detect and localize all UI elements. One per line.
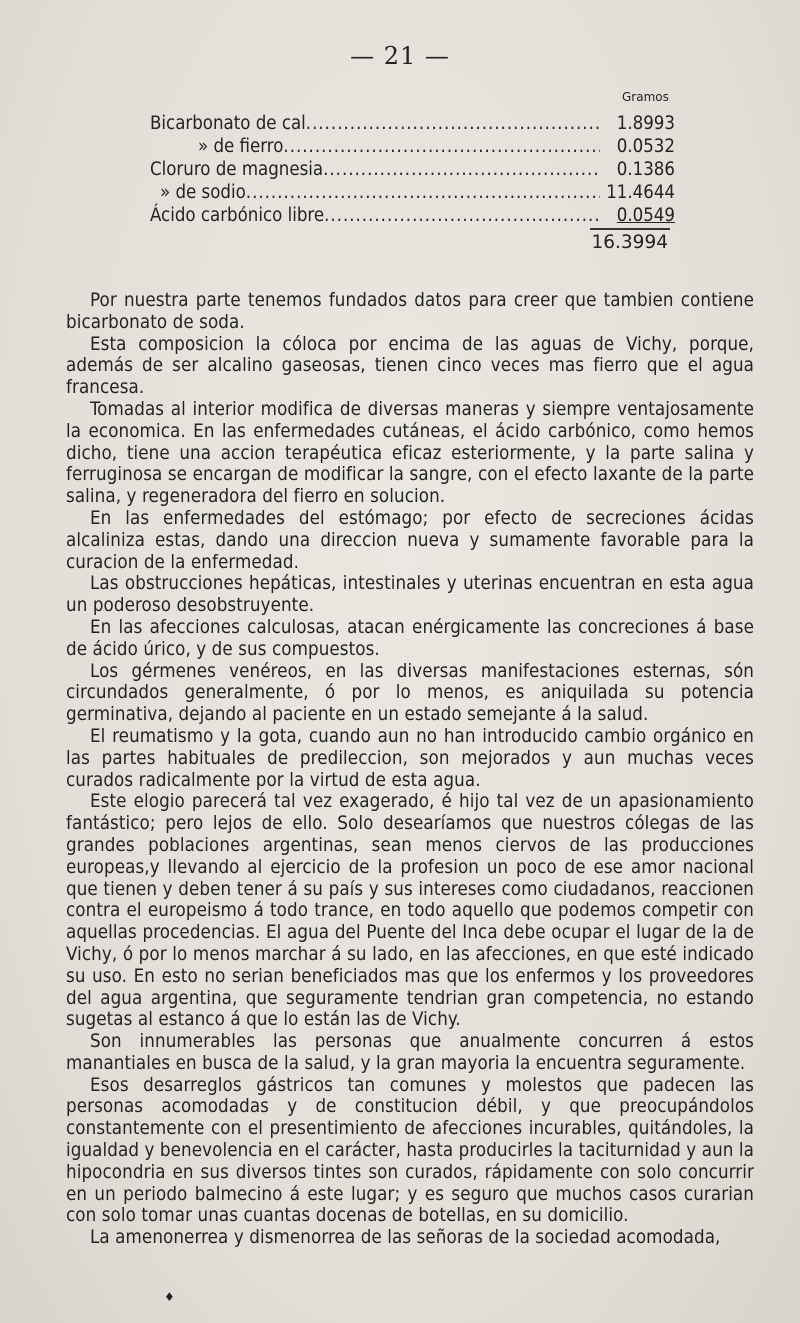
table-row: [150, 135, 675, 158]
leader-dots: [246, 181, 600, 204]
row-label: Cloruro de magnesia: [150, 159, 324, 180]
row-value: 11.4644: [606, 182, 675, 203]
total-value: 16.3994: [591, 232, 668, 253]
table-row: [150, 112, 675, 135]
footer-mark: ♦: [164, 1290, 175, 1304]
row-value: 1.8993: [616, 113, 675, 134]
composition-table: [150, 112, 675, 227]
table-row: [150, 181, 675, 204]
paragraph: En las afecciones calculosas, atacan enérgicamente las concreciones á base de ácido úrico, y de sus compuestos.: [66, 616, 754, 660]
paragraph: El reumatismo y la gota, cuando aun no han introducido cambio orgánico en las partes habituales de predileccion, son mejorados y aun muchas veces curados radicalmente por la virtud de esta agua.: [66, 725, 754, 791]
paragraph: Los gérmenes venéreos, en las diversas manifestaciones esternas, són circundados generalmente, ó por lo menos, es aniquilada su potencia germinativa, dejando al paciente en un estado semejante á la salud.: [66, 660, 754, 726]
table-row: [150, 204, 675, 227]
leader-dots: [324, 204, 600, 227]
table-row: [150, 158, 675, 181]
row-label: » de fierro: [198, 136, 284, 157]
paragraph: Esta composicion la cóloca por encima de las aguas de Vichy, porque, además de ser alcalino gaseosas, tienen cinco veces mas fierro que el agua francesa.: [66, 333, 754, 399]
paragraph: Este elogio parecerá tal vez exagerado, é hijo tal vez de un apasionamiento fantástico; pero lejos de ello. Solo desearíamos que nuestros cólegas de las grandes poblaciones argentinas, sean menos ciervos de las producciones europeas,y llevando al ejercicio de la profesion un poco de ese amor nacional que tienen y deben tener á su país y sus intereses como ciudadanos, reaccionen contra el europeismo á todo trance, en todo aquello que podemos competir con aquellas procedencias. El agua del Puente del Inca debe ocupar el lugar de la de Vichy, ó por lo menos marchar á su lado, en las afecciones, en que esté indicado su uso. En esto no serian beneficiados mas que los enfermos y los proveedores del agua argentina, que seguramente tendrian gran competencia, no estando sugetas al estanco á que lo están las de Vichy.: [66, 791, 754, 1031]
unit-header: Gramos: [622, 90, 669, 104]
row-label: Ácido carbónico libre: [150, 205, 325, 226]
paragraph: Por nuestra parte tenemos fundados datos para creer que tambien contiene bicarbonato de soda.: [66, 290, 754, 333]
leader-dots: [306, 112, 600, 135]
leader-dots: [323, 158, 600, 181]
row-value: 0.0549: [616, 205, 675, 226]
row-value: 0.1386: [616, 159, 675, 180]
paragraph: Esos desarreglos gástricos tan comunes y molestos que padecen las personas acomodadas y de constitucion débil, y que preocupándolos constantemente con el presentimiento de afecciones incurables, quitándoles, la igualdad y benevolencia en el carácter, hasta producirles la taciturnidad y aun la hipocondria en sus diversos tintes son curados, rápidamente con solo concurrir en un periodo balmecino á este lugar; y es seguro que muchos casos curarian con solo tomar unas cuantas docenas de botellas, en su domicilio.: [66, 1074, 754, 1227]
row-label: » de sodio: [160, 182, 246, 203]
paragraph: Las obstrucciones hepáticas, intestinales y uterinas encuentran en esta agua un poderoso desobstruyente.: [66, 573, 754, 617]
paragraph: Tomadas al interior modifica de diversas maneras y siempre ventajosamente la economica. En las enfermedades cutáneas, el ácido carbónico, como hemos dicho, tiene una accion terapéutica eficaz esteriormente, y la parte salina y ferruginosa se encargan de modificar la sangre, con el efecto laxante de la parte salina, y regeneradora del fierro en solucion.: [66, 398, 754, 508]
page-number: — 21 —: [350, 42, 450, 70]
paragraph: Son innumerables las personas que anualmente concurren á estos manantiales en busca de la salud, y la gran mayoria la encuentra seguramente.: [66, 1031, 754, 1074]
paragraph: La amenonerrea y dismenorrea de las señoras de la sociedad acomodada,: [90, 1227, 721, 1249]
row-label: Bicarbonato de cal: [150, 113, 306, 134]
leader-dots: [283, 135, 600, 158]
total-rule: [590, 228, 670, 230]
row-value: 0.0532: [616, 136, 675, 157]
paragraph: En las enfermedades del estómago; por efecto de secreciones ácidas alcaliniza estas, dando una direccion nueva y sumamente favorable para la curacion de la enfermedad.: [66, 507, 754, 573]
body-text: [66, 290, 754, 1249]
